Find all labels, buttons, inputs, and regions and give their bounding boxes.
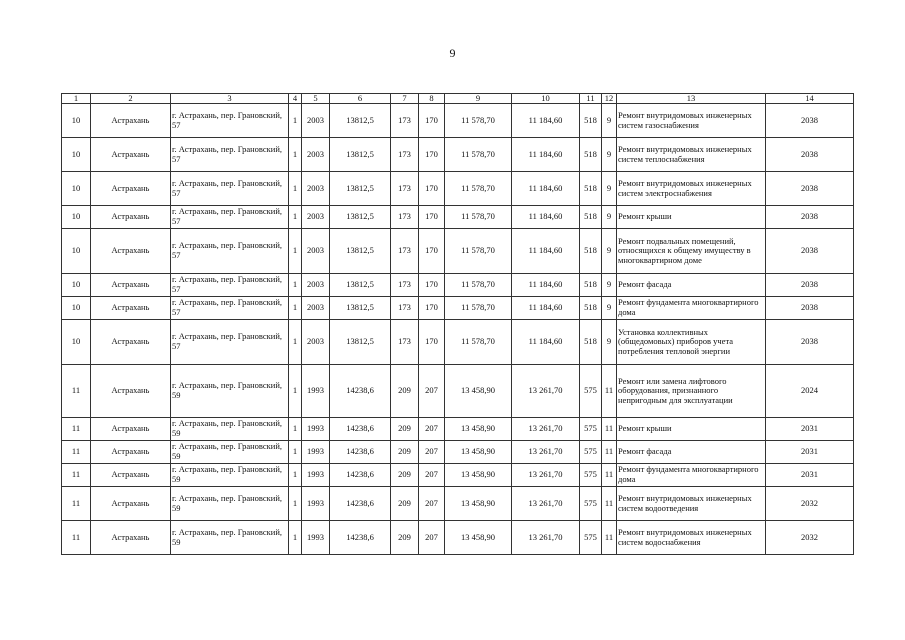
table-cell: 11	[602, 418, 617, 441]
table-cell: Астрахань	[91, 138, 171, 172]
column-number-header: 3	[171, 94, 289, 104]
table-cell: 170	[419, 229, 445, 274]
table-cell: 173	[391, 172, 419, 206]
table-cell: 11	[602, 365, 617, 418]
repair-schedule-table	[61, 93, 854, 555]
table-cell: 14238,6	[330, 418, 391, 441]
table-cell: 1	[289, 365, 302, 418]
table-cell: 1	[289, 297, 302, 320]
table-cell: 2003	[302, 104, 330, 138]
table-cell: 1	[289, 464, 302, 487]
table-cell: 2003	[302, 229, 330, 274]
table-cell: Астрахань	[91, 274, 171, 297]
table-cell: 518	[580, 229, 602, 274]
table-cell: 1993	[302, 487, 330, 521]
table-cell: 2038	[766, 104, 854, 138]
table-cell: Ремонт фундамента многоквартирного дома	[617, 464, 766, 487]
table-cell: 13 458,90	[445, 365, 512, 418]
column-number-header: 8	[419, 94, 445, 104]
table-cell: 173	[391, 138, 419, 172]
table-cell: 207	[419, 521, 445, 555]
table-cell: г. Астрахань, пер. Грановский, 57	[171, 104, 289, 138]
table-row	[62, 487, 854, 521]
table-cell: Астрахань	[91, 487, 171, 521]
table-cell: 2038	[766, 274, 854, 297]
table-cell: 13812,5	[330, 320, 391, 365]
table-cell: 11 184,60	[512, 104, 580, 138]
table-cell: 209	[391, 418, 419, 441]
column-number-header: 7	[391, 94, 419, 104]
table-cell: 1	[289, 172, 302, 206]
table-row	[62, 365, 854, 418]
table-cell: 518	[580, 172, 602, 206]
column-number-header: 10	[512, 94, 580, 104]
table-cell: г. Астрахань, пер. Грановский, 57	[171, 172, 289, 206]
table-cell: 170	[419, 274, 445, 297]
table-cell: Ремонт или замена лифтового оборудования, признанного непригодным для эксплуатации	[617, 365, 766, 418]
table-cell: 13812,5	[330, 229, 391, 274]
table-cell: 2038	[766, 229, 854, 274]
table-cell: 11 578,70	[445, 229, 512, 274]
table-cell: Ремонт внутридомовых инженерных систем газоснабжения	[617, 104, 766, 138]
table-cell: 1	[289, 441, 302, 464]
table-cell: 11 578,70	[445, 206, 512, 229]
column-number-header: 2	[91, 94, 171, 104]
table-cell: 13 458,90	[445, 521, 512, 555]
table-cell: 207	[419, 487, 445, 521]
table-cell: г. Астрахань, пер. Грановский, 57	[171, 274, 289, 297]
table-cell: 9	[602, 320, 617, 365]
table-cell: 10	[62, 172, 91, 206]
column-number-header: 11	[580, 94, 602, 104]
table-cell: Ремонт внутридомовых инженерных систем электроснабжения	[617, 172, 766, 206]
table-cell: 13812,5	[330, 172, 391, 206]
table-cell: Ремонт фасада	[617, 441, 766, 464]
table-cell: 1	[289, 206, 302, 229]
column-number-header: 14	[766, 94, 854, 104]
table-row	[62, 521, 854, 555]
table-cell: 2032	[766, 521, 854, 555]
table-cell: 11	[602, 521, 617, 555]
table-cell: 13812,5	[330, 297, 391, 320]
table-cell: Ремонт внутридомовых инженерных систем водоотведения	[617, 487, 766, 521]
table-row	[62, 138, 854, 172]
table-cell: 173	[391, 229, 419, 274]
table-cell: 11 184,60	[512, 320, 580, 365]
table-cell: 207	[419, 464, 445, 487]
table-cell: 207	[419, 365, 445, 418]
table-cell: 518	[580, 206, 602, 229]
table-cell: 11 184,60	[512, 274, 580, 297]
table-cell: 10	[62, 206, 91, 229]
table-cell: Астрахань	[91, 206, 171, 229]
table-cell: 1	[289, 274, 302, 297]
table-cell: г. Астрахань, пер. Грановский, 59	[171, 418, 289, 441]
table-row	[62, 229, 854, 274]
table-cell: 13812,5	[330, 206, 391, 229]
column-number-header: 1	[62, 94, 91, 104]
table-cell: г. Астрахань, пер. Грановский, 59	[171, 441, 289, 464]
table-cell: 518	[580, 274, 602, 297]
table-cell: 9	[602, 274, 617, 297]
table-cell: 173	[391, 104, 419, 138]
table-cell: Ремонт крыши	[617, 206, 766, 229]
table-cell: 2032	[766, 487, 854, 521]
table-cell: Астрахань	[91, 521, 171, 555]
table-cell: 11 578,70	[445, 104, 512, 138]
table-cell: 11	[602, 441, 617, 464]
table-cell: 1993	[302, 521, 330, 555]
table-cell: 10	[62, 229, 91, 274]
table-cell: Астрахань	[91, 320, 171, 365]
table-cell: Ремонт фундамента многоквартирного дома	[617, 297, 766, 320]
table-cell: 170	[419, 172, 445, 206]
table-cell: 170	[419, 206, 445, 229]
table-cell: 14238,6	[330, 464, 391, 487]
table-cell: 209	[391, 521, 419, 555]
table-cell: 2038	[766, 138, 854, 172]
table-cell: г. Астрахань, пер. Грановский, 57	[171, 229, 289, 274]
table-cell: 9	[602, 104, 617, 138]
table-cell: 10	[62, 320, 91, 365]
table-cell: г. Астрахань, пер. Грановский, 59	[171, 487, 289, 521]
table-cell: 2024	[766, 365, 854, 418]
table-cell: г. Астрахань, пер. Грановский, 59	[171, 464, 289, 487]
column-number-header: 5	[302, 94, 330, 104]
table-cell: 2038	[766, 172, 854, 206]
column-number-header: 12	[602, 94, 617, 104]
table-cell: 170	[419, 138, 445, 172]
table-cell: 170	[419, 320, 445, 365]
table-row	[62, 297, 854, 320]
table-row	[62, 441, 854, 464]
table-row	[62, 206, 854, 229]
table-cell: 575	[580, 365, 602, 418]
table-cell: 13 458,90	[445, 464, 512, 487]
table-cell: 209	[391, 441, 419, 464]
table-row	[62, 320, 854, 365]
table-cell: 11 184,60	[512, 229, 580, 274]
table-cell: 207	[419, 441, 445, 464]
table-cell: 11 578,70	[445, 274, 512, 297]
table-cell: 9	[602, 172, 617, 206]
table-cell: 11	[62, 487, 91, 521]
table-cell: 575	[580, 521, 602, 555]
table-cell: 518	[580, 320, 602, 365]
table-cell: 11 578,70	[445, 297, 512, 320]
table-cell: 2003	[302, 320, 330, 365]
table-cell: 13812,5	[330, 138, 391, 172]
table-cell: 14238,6	[330, 365, 391, 418]
table-row	[62, 274, 854, 297]
table-cell: Ремонт внутридомовых инженерных систем теплоснабжения	[617, 138, 766, 172]
table-row	[62, 464, 854, 487]
column-number-header: 9	[445, 94, 512, 104]
table-cell: 518	[580, 297, 602, 320]
table-cell: 11 184,60	[512, 297, 580, 320]
table-cell: 11	[602, 487, 617, 521]
table-cell: 11	[602, 464, 617, 487]
table-cell: Ремонт фасада	[617, 274, 766, 297]
table-cell: 13 261,70	[512, 487, 580, 521]
table-cell: г. Астрахань, пер. Грановский, 57	[171, 138, 289, 172]
table-cell: 10	[62, 297, 91, 320]
column-number-header: 4	[289, 94, 302, 104]
table-cell: г. Астрахань, пер. Грановский, 59	[171, 365, 289, 418]
table-cell: 173	[391, 320, 419, 365]
table-cell: 11 184,60	[512, 138, 580, 172]
table-cell: 13 261,70	[512, 418, 580, 441]
table-cell: Астрахань	[91, 464, 171, 487]
table-cell: 11	[62, 464, 91, 487]
table-cell: 1	[289, 138, 302, 172]
table-cell: 575	[580, 441, 602, 464]
table-cell: 2031	[766, 418, 854, 441]
table-cell: 575	[580, 464, 602, 487]
table-cell: 11	[62, 521, 91, 555]
table-cell: 14238,6	[330, 487, 391, 521]
table-cell: 173	[391, 206, 419, 229]
table-cell: 575	[580, 487, 602, 521]
table-cell: Астрахань	[91, 418, 171, 441]
table-cell: 173	[391, 274, 419, 297]
table-cell: 1	[289, 320, 302, 365]
table-cell: Астрахань	[91, 441, 171, 464]
table-cell: Ремонт подвальных помещений, относящихся к общему имуществу в многоквартирном доме	[617, 229, 766, 274]
table-cell: 1	[289, 229, 302, 274]
page-number: 9	[449, 46, 456, 60]
table-cell: 518	[580, 138, 602, 172]
table-cell: 13812,5	[330, 274, 391, 297]
table-cell: Ремонт внутридомовых инженерных систем водоснабжения	[617, 521, 766, 555]
table-cell: 2031	[766, 464, 854, 487]
table-cell: 13 458,90	[445, 487, 512, 521]
table-cell: 1993	[302, 365, 330, 418]
table-cell: 11	[62, 441, 91, 464]
table-cell: 11	[62, 365, 91, 418]
column-number-header: 6	[330, 94, 391, 104]
table-cell: 13 261,70	[512, 521, 580, 555]
table-cell: 2003	[302, 297, 330, 320]
table-cell: Астрахань	[91, 365, 171, 418]
table-cell: 2003	[302, 206, 330, 229]
table-cell: 11 184,60	[512, 172, 580, 206]
table-cell: 13 458,90	[445, 418, 512, 441]
table-cell: 1	[289, 104, 302, 138]
table-cell: Астрахань	[91, 172, 171, 206]
table-cell: 13 261,70	[512, 441, 580, 464]
table-cell: Ремонт крыши	[617, 418, 766, 441]
table-cell: Астрахань	[91, 104, 171, 138]
table-cell: 2003	[302, 274, 330, 297]
table-cell: 1	[289, 521, 302, 555]
table-cell: 207	[419, 418, 445, 441]
table-cell: 209	[391, 464, 419, 487]
table-cell: 11	[62, 418, 91, 441]
table-cell: г. Астрахань, пер. Грановский, 57	[171, 320, 289, 365]
table-row	[62, 104, 854, 138]
table-cell: 1993	[302, 464, 330, 487]
table-cell: Астрахань	[91, 229, 171, 274]
table-cell: 173	[391, 297, 419, 320]
table-cell: 10	[62, 274, 91, 297]
table-cell: 2003	[302, 138, 330, 172]
table-cell: 11 184,60	[512, 206, 580, 229]
table-cell: 209	[391, 487, 419, 521]
table-cell: 2003	[302, 172, 330, 206]
table-cell: 13 261,70	[512, 464, 580, 487]
table-cell: 1	[289, 418, 302, 441]
table-cell: 14238,6	[330, 441, 391, 464]
table-row	[62, 172, 854, 206]
table-cell: 9	[602, 297, 617, 320]
table-cell: 13812,5	[330, 104, 391, 138]
table-cell: 9	[602, 206, 617, 229]
table-cell: 170	[419, 104, 445, 138]
table-row	[62, 418, 854, 441]
table-cell: 2038	[766, 320, 854, 365]
table-cell: 13 458,90	[445, 441, 512, 464]
table-cell: г. Астрахань, пер. Грановский, 57	[171, 297, 289, 320]
table-cell: 11 578,70	[445, 172, 512, 206]
table-cell: 10	[62, 138, 91, 172]
table-cell: 1993	[302, 441, 330, 464]
table-cell: 518	[580, 104, 602, 138]
table-cell: г. Астрахань, пер. Грановский, 57	[171, 206, 289, 229]
table-cell: 2031	[766, 441, 854, 464]
table-cell: 13 261,70	[512, 365, 580, 418]
table-cell: 10	[62, 104, 91, 138]
table-cell: 1993	[302, 418, 330, 441]
table-cell: 11 578,70	[445, 320, 512, 365]
table-cell: Астрахань	[91, 297, 171, 320]
table-cell: 1	[289, 487, 302, 521]
table-header-row	[62, 94, 854, 104]
table-cell: 9	[602, 138, 617, 172]
table-cell: 2038	[766, 297, 854, 320]
table-cell: 2038	[766, 206, 854, 229]
table-cell: 14238,6	[330, 521, 391, 555]
table-cell: Установка коллективных (общедомовых) приборов учета потребления тепловой энергии	[617, 320, 766, 365]
table-cell: 170	[419, 297, 445, 320]
table-cell: г. Астрахань, пер. Грановский, 59	[171, 521, 289, 555]
column-number-header: 13	[617, 94, 766, 104]
table-cell: 11 578,70	[445, 138, 512, 172]
table-cell: 209	[391, 365, 419, 418]
table-cell: 575	[580, 418, 602, 441]
table-cell: 9	[602, 229, 617, 274]
